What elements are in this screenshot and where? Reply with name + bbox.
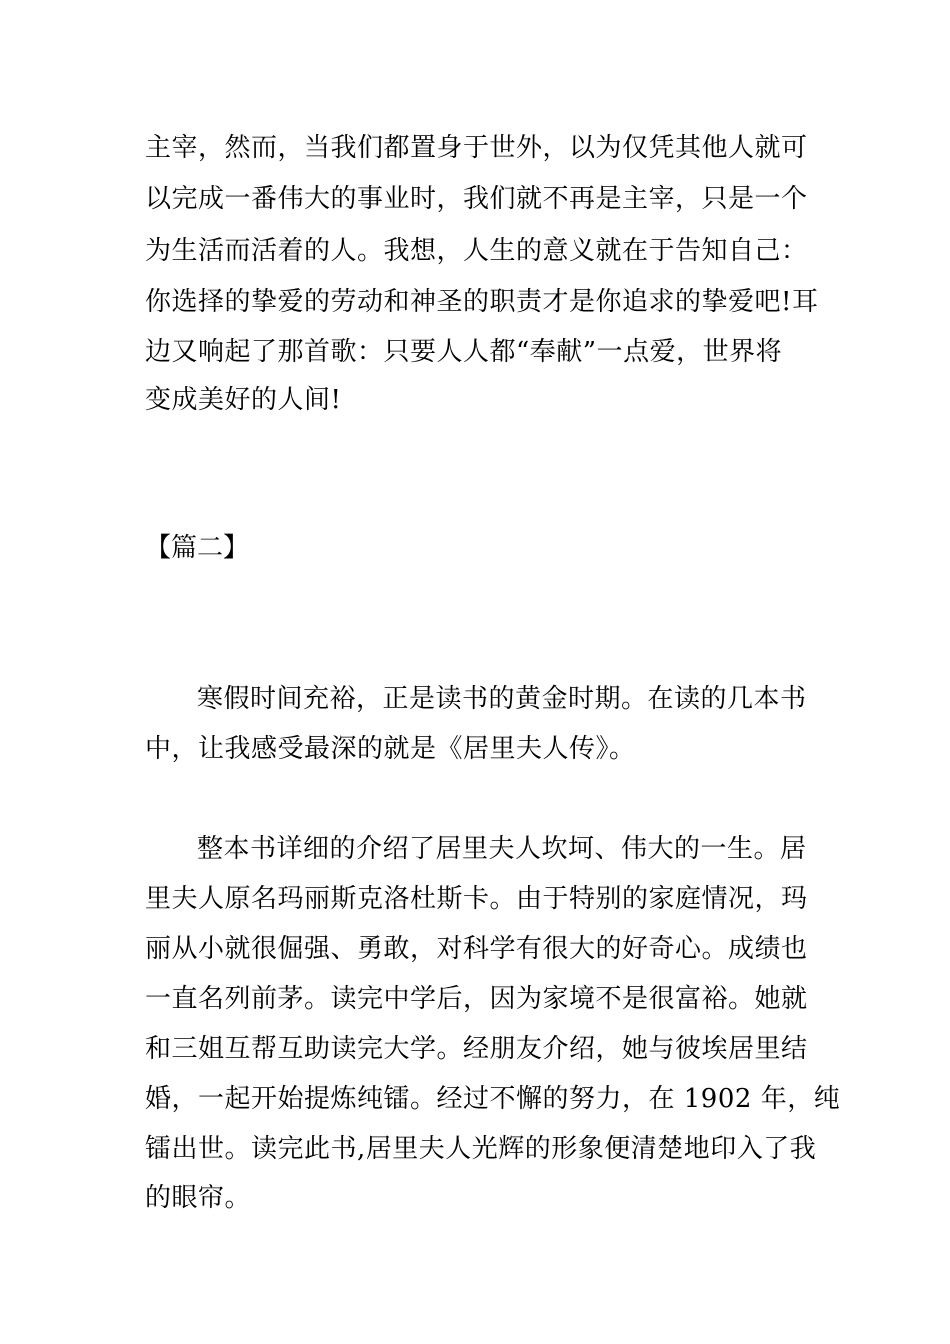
- text-line: 边又响起了那首歌：只要人人都“奉献”一点爱，世界将: [145, 337, 783, 367]
- text-line: 的眼帘。: [145, 1183, 252, 1213]
- text-line: 主宰，然而，当我们都置身于世外，以为仅凭其他人就可: [145, 133, 808, 163]
- text-line: 寒假时间充裕，正是读书的黄金时期。在读的几本书: [197, 684, 807, 714]
- text-line: 丽从小就很倔强、勇敢，对科学有很大的好奇心。成绩也: [145, 934, 808, 964]
- text-line: 变成美好的人间!: [145, 385, 342, 415]
- text-line: 婚，一起开始提炼纯镭。经过不懈的努力，在 1902 年，纯: [145, 1084, 841, 1114]
- text-line: 镭出世。读完此书,居里夫人光辉的形象便清楚地印入了我: [145, 1134, 817, 1164]
- text-line: 整本书详细的介绍了居里夫人坎坷、伟大的一生。居: [197, 834, 807, 864]
- text-line: 和三姐互帮互助读完大学。经朋友介绍，她与彼埃居里结: [145, 1034, 808, 1064]
- text-line: 你选择的挚爱的劳动和神圣的职责才是你追求的挚爱吧!耳: [145, 287, 819, 317]
- text-line: 中，让我感受最深的就是《居里夫人传》。: [145, 734, 636, 764]
- text-line: 里夫人原名玛丽斯克洛杜斯卡。由于特别的家庭情况，玛: [145, 884, 808, 914]
- text-line: 为生活而活着的人。我想，人生的意义就在于告知自己：: [145, 236, 808, 266]
- text-line: 以完成一番伟大的事业时，我们就不再是主宰，只是一个: [145, 184, 808, 214]
- text-line: 一直名列前茅。读完中学后，因为家境不是很富裕。她就: [145, 984, 808, 1014]
- section-heading: 【篇二】: [145, 533, 250, 563]
